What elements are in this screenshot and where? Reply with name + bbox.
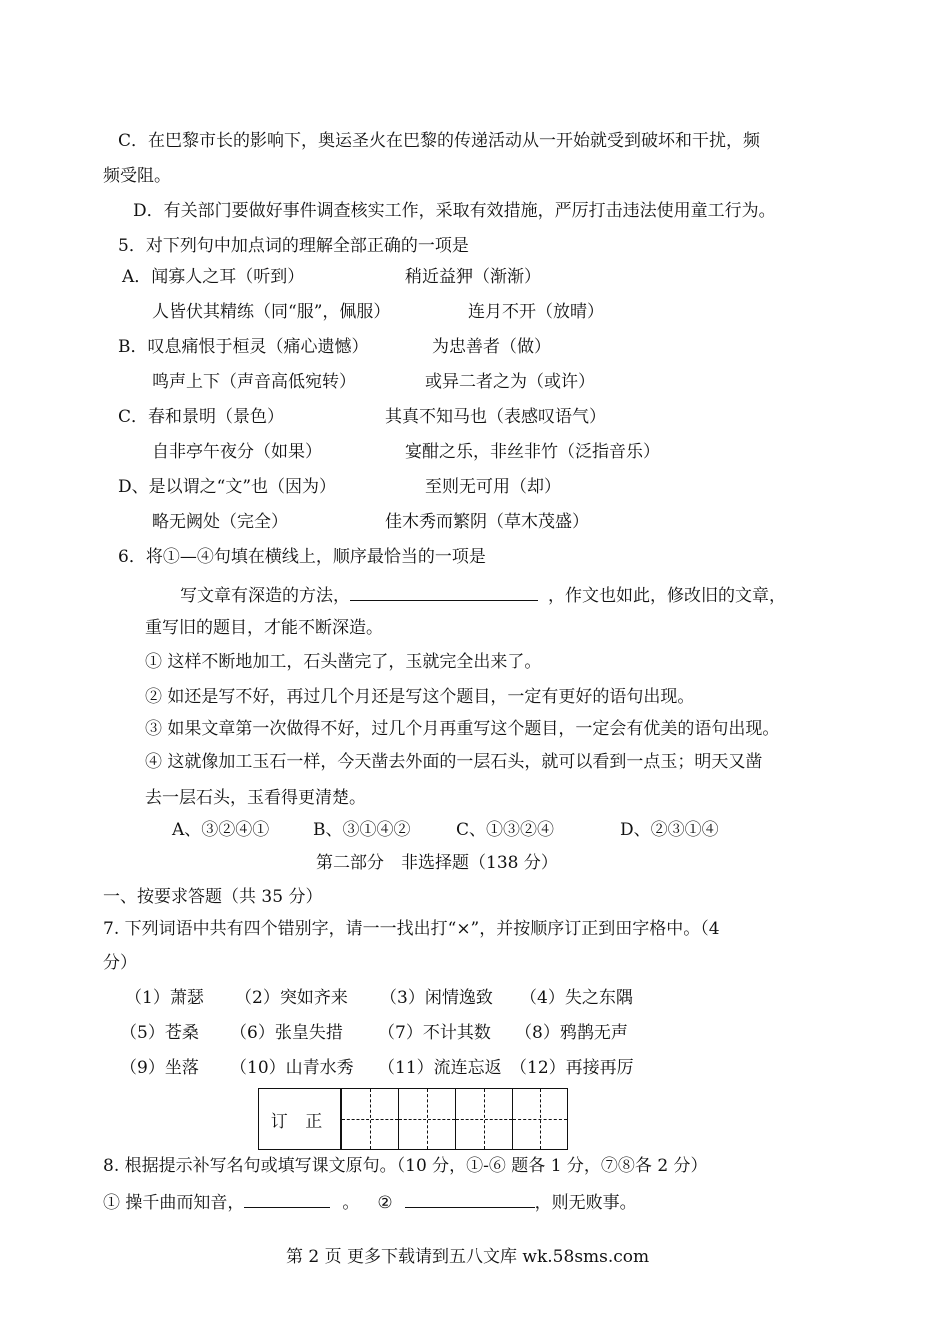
q5-a3: 人皆伏其精练（同“服”，佩服） [152,302,391,322]
q7-word-2: （2）突如齐来 [235,988,348,1008]
q6-stem: 6．将①—④句填在横线上，顺序最恰当的一项是 [118,547,486,567]
q5-b1: B．叹息痛恨于桓灵（痛心遗憾） [118,337,369,357]
q4-option-c-line1: C．在巴黎市长的影响下，奥运圣火在巴黎的传递活动从一开始就受到破坏和干扰，频 [118,131,761,151]
q5-d1: D、是以谓之“文”也（因为） [118,477,337,497]
q5-b2: 为忠善者（做） [432,337,551,357]
q7-word-9: （9）坐落 [120,1058,199,1078]
q6-answer-blank[interactable] [350,582,538,601]
page-footer: 第 2 页 更多下载请到五八文库 wk.58sms.com [286,1247,650,1267]
q5-b3: 鸣声上下（声音高低宛转） [152,372,356,392]
q4-option-c-line2: 频受阻。 [103,166,171,186]
q5-c2: 其真不知马也（表感叹语气） [385,407,606,427]
q7-word-8: （8）鸦鹊无声 [515,1023,628,1043]
q5-c1: C．春和景明（景色） [118,407,285,427]
q6-sentence-4a: ④ 这就像加工玉石一样，今天凿去外面的一层石头，就可以看到一点玉；明天又凿 [145,752,763,772]
q7-stem-line2: 分） [103,953,137,973]
q6-option-c: C、①③②④ [456,820,555,840]
grid-cell-4[interactable] [512,1089,567,1149]
q7-word-5: （5）苍桑 [120,1023,199,1043]
q5-a4: 连月不开（放晴） [468,302,604,322]
q5-c3: 自非亭午夜分（如果） [152,442,322,462]
q5-d4: 佳木秀而繁阴（草木茂盛） [385,512,589,532]
q6-sentence-2: ② 如还是写不好，再过几个月还是写这个题目，一定有更好的语句出现。 [145,687,695,707]
grid-cell-3[interactable] [455,1089,512,1149]
q8-item-line [103,1189,637,1214]
q8-item2-blank[interactable] [405,1189,535,1208]
q8-item2-number: ② [377,1193,393,1213]
q8-item1-start: ① 操千曲而知音， [103,1193,245,1213]
q6-paragraph-start: 写文章有深造的方法， [180,586,350,606]
q6-option-b: B、③①④② [313,820,411,840]
q6-sentence-4b: 去一层石头，玉看得更清楚。 [145,788,366,808]
q6-sentence-3: ③ 如果文章第一次做得不好，过几个月再重写这个题目，一定会有优美的语句出现。 [145,719,780,739]
q7-word-4: （4）失之东隅 [520,988,633,1008]
q7-word-12: （12）再接再厉 [510,1058,634,1078]
q7-stem-line1: 7. 下列词语中共有四个错别字，请一一找出打“×”，并按顺序订正到田字格中。（4 [103,919,720,939]
q7-word-7: （7）不计其数 [378,1023,491,1043]
q5-d3: 略无阙处（完全） [152,512,288,532]
correction-grid-label: 订 正 [259,1089,341,1149]
q7-word-10: （10）山青水秀 [230,1058,354,1078]
q5-stem: 5．对下列句中加点词的理解全部正确的一项是 [118,236,469,256]
q5-c4: 宴酣之乐，非丝非竹（泛指音乐） [405,442,660,462]
q7-word-1: （1）萧瑟 [125,988,204,1008]
q8-item1-blank[interactable] [244,1189,330,1208]
q6-sentence-1: ① 这样不断地加工，石头凿完了，玉就完全出来了。 [145,652,542,672]
q6-option-a: A、③②④① [172,820,270,840]
q7-word-11: （11）流连忘返 [378,1058,502,1078]
q8-item2-end: ，则无败事。 [534,1193,637,1213]
grid-cell-1[interactable] [341,1089,398,1149]
q6-paragraph-line1 [180,582,786,607]
q7-word-3: （3）闲情逸致 [380,988,493,1008]
q7-word-6: （6）张皇失措 [230,1023,343,1043]
q5-d2: 至则无可用（却） [425,477,561,497]
q4-option-d: D．有关部门要做好事件调查核实工作，采取有效措施，严厉打击违法使用童工行为。 [133,201,776,221]
section1-title: 一、按要求答题（共 35 分） [103,887,323,907]
q5-b4: 或异二者之为（或许） [425,372,595,392]
q5-a2: 稍近益狎（渐渐） [405,267,541,287]
q6-option-d: D、②③①④ [620,820,719,840]
grid-cell-2[interactable] [398,1089,455,1149]
part2-title: 第二部分 非选择题（138 分） [316,853,558,873]
q6-paragraph-end: ，作文也如此，修改旧的文章， [548,586,786,606]
correction-grid [258,1088,568,1150]
q8-stem: 8. 根据提示补写名句或填写课文原句。（10 分，①-⑥ 题各 1 分，⑦⑧各 2 分） [103,1156,708,1176]
q5-a1: A．闻寡人之耳（听到） [122,267,305,287]
q8-item1-end: 。 [342,1193,360,1213]
q6-paragraph-line2: 重写旧的题目，才能不断深造。 [145,618,383,638]
